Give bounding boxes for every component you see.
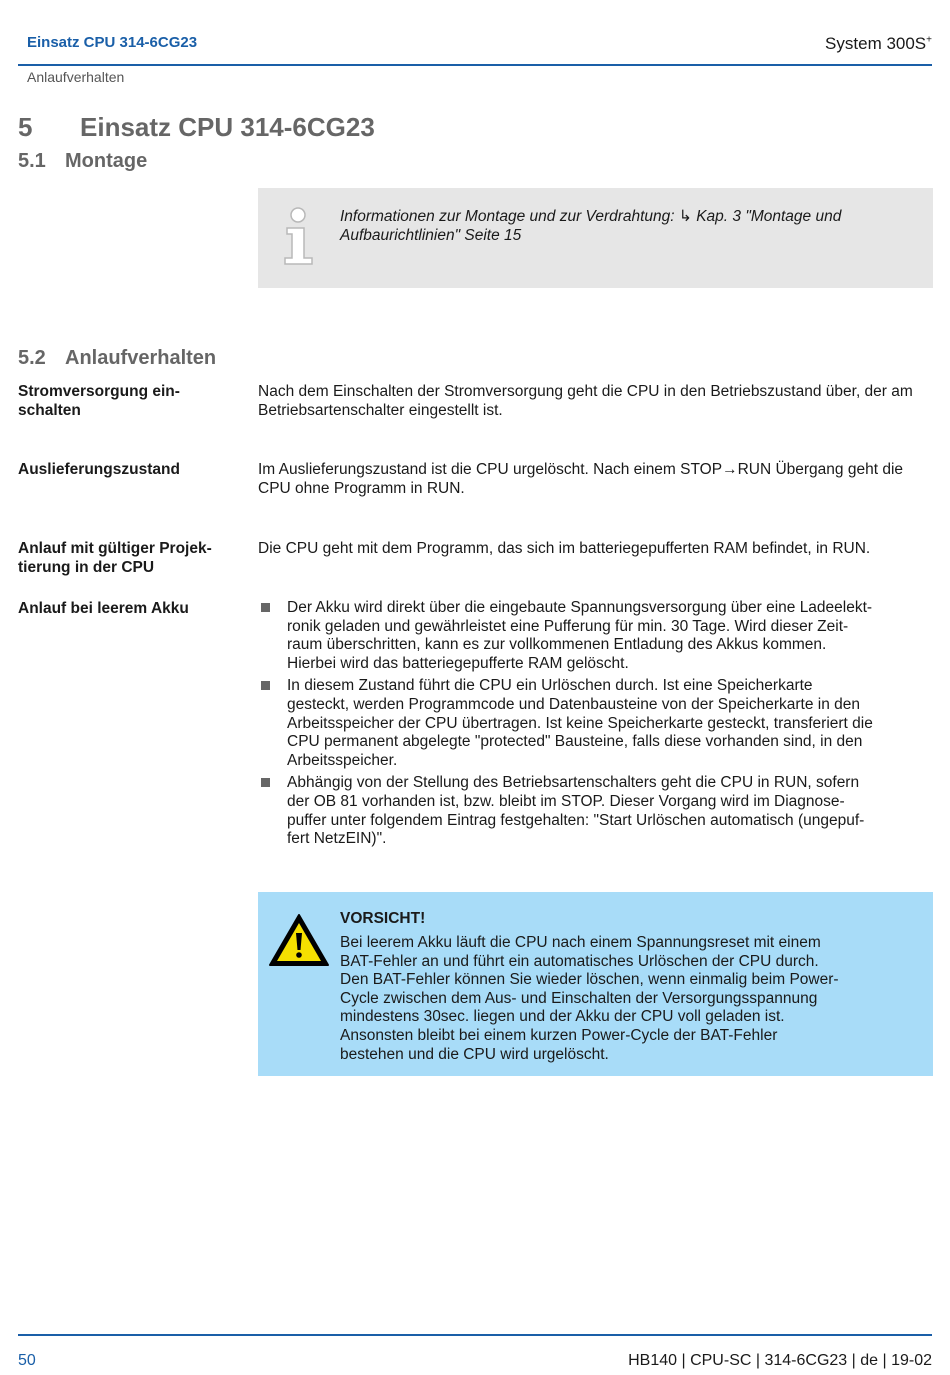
line: raum überschritten, kann es zur vollkommenen Entladung des Akkus kommen.	[287, 636, 827, 654]
caution-box	[258, 892, 933, 1076]
header-system-sup: +	[926, 34, 932, 46]
bullet-list	[258, 599, 933, 853]
header-subsection: Anlaufverhalten	[27, 69, 125, 85]
line: Arbeitsspeicher der CPU übertragen. Ist keine Speicherkarte gesteckt, transferiert die	[287, 714, 873, 732]
section-5-2-number: 5.2	[18, 347, 46, 369]
info-icon	[282, 206, 318, 266]
label-anlauf-leerer-akku: Anlauf bei leerem Akku	[18, 600, 189, 617]
line: Arbeitsspeicher.	[287, 751, 398, 769]
list-item	[258, 774, 933, 848]
label-anlauf-projektierung	[18, 539, 238, 577]
header-chapter-title: Einsatz CPU 314-6CG23	[27, 34, 198, 51]
section-5-2-heading	[18, 347, 216, 370]
chapter-number: 5	[18, 112, 33, 142]
list-item	[258, 599, 933, 673]
line: fert NetzEIN)".	[287, 830, 387, 848]
document-id: HB140 | CPU-SC | 314-6CG23 | de | 19-02	[628, 1352, 932, 1369]
line: gesteckt, werden Programmcode und Datenbausteine von der Speicherkarte in den	[287, 695, 860, 713]
label-stromversorgung	[18, 382, 238, 420]
list-item	[258, 677, 933, 770]
chapter-link[interactable]: Kap. 3 "Montage und	[691, 208, 842, 225]
line: Abhängig von der Stellung des Betriebsartenschalters geht die CPU in RUN, sofern	[287, 774, 860, 792]
label-line: Stromversorgung ein-	[18, 383, 180, 400]
line: Den BAT-Fehler können Sie wieder löschen, wenn einmalig beim Power-	[340, 971, 839, 989]
line: Hierbei wird das batteriegepufferte RAM gelöscht.	[287, 654, 629, 672]
label-line: Anlauf mit gültiger Projek-	[18, 540, 212, 557]
chapter-title: Einsatz CPU 314-6CG23	[80, 112, 375, 142]
label-auslieferungszustand: Auslieferungszustand	[18, 461, 180, 478]
line: BAT-Fehler an und führt ein automatisches Urlöschen der CPU durch.	[340, 952, 819, 970]
line: mindestens 30sec. liegen und der Akku der CPU voll geladen ist.	[340, 1008, 785, 1026]
header-system	[825, 34, 932, 54]
label-line: tierung in der CPU	[18, 559, 155, 576]
line: Bei leerem Akku läuft die CPU nach einem Spannungsreset mit einem	[340, 934, 821, 951]
square-bullet-icon	[261, 778, 270, 787]
line: Ansonsten bleibt bei einem kurzen Power-Cycle der BAT-Fehler	[340, 1026, 778, 1044]
square-bullet-icon	[261, 681, 270, 690]
line: ronik geladen und gewährleistet eine Pufferung für min. 30 Tage. Wird dieser Zeit-	[287, 617, 849, 635]
caution-text	[340, 934, 910, 1064]
line: der OB 81 vorhanden ist, bzw. bleibt im STOP. Dieser Vorgang wird im Diagnose-	[287, 792, 845, 810]
line: CPU permanent abgelegte "protected" Bausteine, falls diese vorhanden sind, in den	[287, 733, 863, 751]
section-5-1-heading	[18, 150, 147, 173]
line: In diesem Zustand führt die CPU ein Urlöschen durch. Ist eine Speicherkarte	[287, 677, 813, 695]
header-divider	[18, 64, 932, 66]
line: bestehen und die CPU wird urgelöscht.	[340, 1045, 609, 1063]
footer-divider	[18, 1334, 932, 1336]
info-text-line2[interactable]: Aufbaurichtlinien" Seite 15	[340, 227, 522, 244]
text-part: RUN Übergang geht die CPU ohne Programm in RUN.	[258, 461, 904, 497]
caution-title: VORSICHT!	[340, 910, 426, 927]
square-bullet-icon	[261, 603, 270, 612]
text-part: Im Auslieferungszustand ist die CPU urgelöscht. Nach einem STOP	[258, 461, 723, 478]
section-5-2-title: Anlaufverhalten	[65, 347, 217, 369]
line: puffer unter folgendem Eintrag festgehalten: "Start Urlöschen automatisch (ungepuf-	[287, 811, 865, 829]
text-auslieferungszustand	[258, 460, 933, 498]
section-5-1-number: 5.1	[18, 150, 46, 172]
right-arrow-icon: →	[722, 461, 738, 478]
section-5-1-title: Montage	[65, 150, 148, 172]
page-number: 50	[18, 1352, 36, 1369]
warning-icon	[267, 912, 331, 968]
text-anlauf-projektierung: Die CPU geht mit dem Programm, das sich im batteriegepufferten RAM befindet, in RUN.	[258, 540, 871, 557]
link-arrow-icon: ↳	[678, 208, 692, 225]
chapter-heading	[18, 112, 375, 143]
line: Cycle zwischen dem Aus- und Einschalten der Versorgungsspannung	[340, 989, 818, 1007]
info-text-part1: Informationen zur Montage und zur Verdrahtung:	[340, 208, 679, 225]
text-stromversorgung: Nach dem Einschalten der Stromversorgung geht die CPU in den Betriebszustand über, der am Betriebsartenschalter eingestellt ist.	[258, 383, 913, 419]
info-box	[258, 188, 933, 288]
header-system-name: System 300S	[825, 34, 927, 53]
line: Der Akku wird direkt über die eingebaute Spannungsversorgung über eine Ladeelekt-	[287, 599, 873, 616]
label-line: schalten	[18, 402, 81, 419]
info-text	[340, 207, 910, 245]
